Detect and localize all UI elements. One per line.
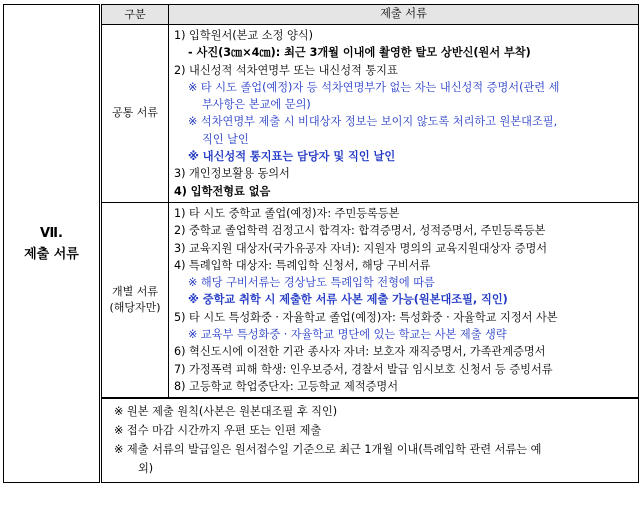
document-line: ※ 해당 구비서류는 경상남도 특례입학 전형에 따름 (188, 276, 435, 290)
document-line: ※ 석차연명부 제출 시 비대상자 정보는 보이지 않도록 처리하고 원본대조필, (188, 115, 558, 129)
individual-category-line1: 개별 서류 (111, 285, 158, 299)
submission-documents-table (3, 4, 639, 483)
document-line: 8) 고등학교 학업중단자: 고등학교 제적증명서 (174, 379, 399, 393)
common-documents-list (169, 25, 639, 203)
note-line: 외) (138, 462, 154, 476)
individual-category (102, 202, 169, 397)
notes-section (102, 398, 638, 482)
section-heading-cell (4, 5, 101, 483)
header-documents: 제출 서류 (169, 5, 639, 25)
document-line: 1) 입학원서(본교 소정 양식) (174, 29, 313, 42)
section-content-cell (101, 5, 639, 483)
document-line: 부사항은 본교에 문의) (202, 98, 311, 112)
document-line: - 사진(3㎝×4㎝): 최근 3개월 이내에 촬영한 탈모 상반신(원서 부착) (188, 46, 531, 60)
document-line: 2) 중학교 졸업학력 검정고시 합격자: 합격증명서, 성적증명서, 주민등록등본 (174, 224, 546, 238)
document-line: ※ 교육부 특성화중 · 자율학교 명단에 있는 학교는 사본 제출 생략 (188, 328, 507, 342)
individual-category-line2: (해당자만) (109, 301, 161, 315)
document-line: 7) 가정폭력 피해 학생: 인우보증서, 경찰서 발급 임시보호 신청서 등 증빙서류 (174, 362, 553, 376)
document-line: 직인 날인 (202, 132, 249, 146)
section-title: 제출 서류 (24, 246, 79, 262)
document-line: ※ 내신성적 통지표는 담당자 및 직인 날인 (188, 150, 396, 164)
document-line: 3) 교육지원 대상자(국가유공자 자녀): 지원자 명의의 교육지원대상자 증명서 (174, 241, 548, 255)
note-line: ※ 접수 마감 시간까지 우편 또는 인편 제출 (114, 424, 322, 438)
document-line: ※ 중학교 취학 시 제출한 서류 사본 제출 가능(원본대조필, 직인) (188, 293, 508, 307)
common-category: 공통 서류 (102, 25, 169, 203)
document-line: 1) 타 시도 중학교 졸업(예정)자: 주민등록등본 (174, 206, 400, 220)
document-line: 4) 입학전형료 없음 (174, 184, 271, 198)
document-line: 3) 개인정보활용 동의서 (174, 167, 290, 181)
header-category: 구분 (102, 5, 169, 25)
document-line: 5) 타 시도 특성화중 · 자율학교 졸업(예정)자: 특성화중 · 자율학교 지정서 사본 (174, 310, 558, 324)
document-line: ※ 타 시도 졸업(예정)자 등 석차연명부가 없는 자는 내신성적 증명서(관련 세 (188, 80, 560, 94)
document-line: 4) 특례입학 대상자: 특례입학 신청서, 해당 구비서류 (174, 258, 431, 272)
document-line: 6) 혁신도시에 이전한 기관 종사자 자녀: 보호자 재직증명서, 가족관계증명서 (174, 345, 546, 359)
note-line: ※ 제출 서류의 발급일은 원서접수일 기준으로 최근 1개월 이내(특례입학 관련 서류는 예 (114, 443, 542, 457)
note-line: ※ 원본 제출 원칙(사본은 원본대조필 후 직인) (114, 405, 338, 419)
documents-inner-table (102, 5, 638, 398)
common-documents-row (102, 25, 638, 203)
individual-documents-row (102, 202, 638, 397)
header-row (102, 5, 638, 25)
document-line: 2) 내신성적 석차연명부 또는 내신성적 통지표 (174, 63, 398, 77)
individual-documents-list (169, 202, 639, 397)
section-number: Ⅶ. (40, 225, 63, 241)
